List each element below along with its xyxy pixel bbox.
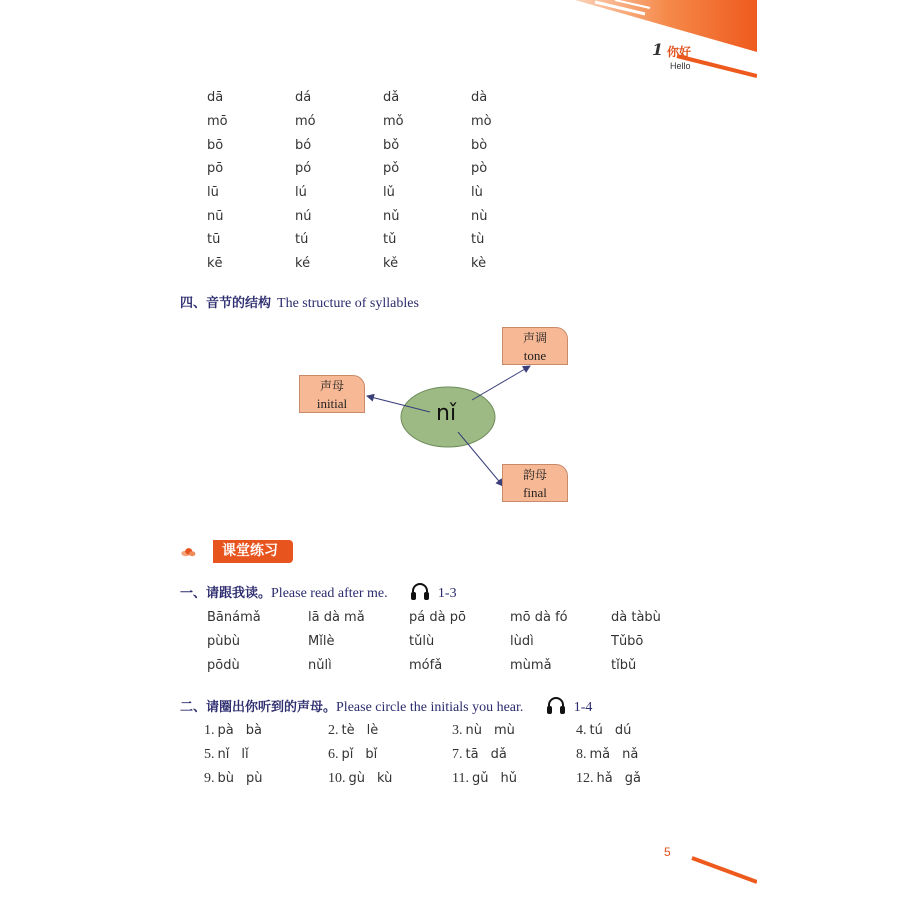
exercise1-word: tǔlù (409, 633, 435, 649)
tone-syllable: nù (471, 208, 488, 224)
tone-row (207, 86, 559, 110)
exercise1-row (207, 629, 712, 653)
choice-a[interactable]: hǎ (596, 771, 613, 786)
tone-syllable: bó (295, 137, 312, 153)
arrow-to-tone (472, 366, 530, 400)
choice-a[interactable]: mǎ (589, 747, 611, 762)
tone-syllable: lǔ (383, 185, 395, 201)
item-number: 10. (328, 771, 346, 786)
center-syllable: nǐ (436, 401, 457, 426)
tone-syllable: dá (295, 90, 312, 106)
final-box-en: final (523, 485, 547, 500)
item-number: 4. (576, 723, 587, 738)
exercise1-title-en: Please read after me. (271, 586, 388, 601)
exercise1-word: nǔlì (308, 657, 332, 673)
tone-syllable: lū (207, 185, 219, 201)
exercise2-item (204, 771, 328, 787)
header-decoration (575, 0, 757, 80)
exercise2-item (204, 747, 328, 763)
choice-b[interactable]: gǎ (624, 771, 641, 786)
initial-box-en: initial (316, 396, 348, 411)
tone-syllable: nú (295, 208, 312, 224)
exercise1-row (207, 605, 712, 629)
tone-syllable: dà (471, 90, 488, 106)
choice-a[interactable]: pà (217, 723, 234, 738)
tone-syllable: pò (471, 161, 488, 177)
exercise1-word: lā dà mǎ (308, 609, 365, 625)
item-number: 9. (204, 771, 215, 786)
section-title-cn: 四、音节的结构 (180, 296, 272, 311)
tone-box-en: tone (523, 348, 547, 363)
choice-b[interactable]: pù (246, 771, 263, 786)
tone-syllable: mò (471, 114, 492, 130)
headphones-icon[interactable] (410, 582, 430, 600)
exercise1-word: Mǐlè (308, 633, 335, 649)
exercise2-grid (204, 719, 700, 791)
exercise2-heading (180, 696, 592, 716)
exercise2-item (452, 771, 576, 787)
exercise2-track: 1-4 (573, 700, 593, 715)
lesson-subtitle: Hello (670, 61, 691, 71)
tone-syllable: tù (471, 232, 485, 248)
choice-b[interactable]: nǎ (622, 747, 639, 762)
exercise2-item (328, 747, 452, 763)
tone-syllable: lú (295, 185, 307, 201)
choice-b[interactable]: dú (614, 723, 632, 738)
lesson-title: 你好 (667, 45, 692, 59)
choice-a[interactable]: bù (217, 771, 234, 786)
item-number: 3. (452, 723, 463, 738)
tone-syllable: bō (207, 137, 224, 153)
choice-b[interactable]: lǐ (241, 747, 249, 762)
exercise1-track: 1-3 (437, 586, 457, 601)
tone-syllable: pǒ (383, 161, 400, 177)
tone-syllable: kē (207, 256, 223, 272)
syllable-diagram (290, 320, 590, 510)
exercise1-word: mùmǎ (510, 657, 552, 673)
tone-row (207, 110, 559, 134)
tone-syllable: bò (471, 137, 488, 153)
exercise1-word: pá dà pō (409, 609, 466, 625)
exercise2-item (576, 771, 700, 787)
headphones-icon[interactable] (546, 696, 566, 714)
choice-b[interactable]: lè (366, 723, 379, 738)
tone-syllable: tú (295, 232, 309, 248)
choice-b[interactable]: bǐ (365, 747, 378, 762)
choice-a[interactable]: tú (589, 723, 603, 738)
choice-b[interactable]: mù (493, 723, 515, 738)
exercise1-word: pùbù (207, 633, 240, 649)
item-number: 2. (328, 723, 339, 738)
tone-syllable: tǔ (383, 232, 397, 248)
tone-box-cn: 声调 (522, 331, 547, 345)
choice-a[interactable]: nù (465, 723, 482, 738)
tone-syllable: kě (383, 256, 399, 272)
tone-box (502, 327, 568, 365)
exercise1-word: mō dà fó (510, 609, 568, 625)
tone-syllable: pō (207, 161, 224, 177)
page-number: 5 (664, 845, 671, 859)
tone-row (207, 181, 559, 205)
exercise1-word: tǐbǔ (611, 657, 637, 673)
exercise1-row (207, 653, 712, 677)
tone-syllable: lù (471, 185, 483, 201)
exercise2-item (576, 747, 700, 763)
arrow-to-final (458, 432, 503, 486)
exercise2-item (452, 723, 576, 739)
exercise2-row (204, 767, 700, 791)
final-box-cn: 韵母 (522, 468, 547, 482)
tone-row (207, 157, 559, 181)
exercise1-grid (207, 605, 712, 677)
tone-syllable: dǎ (383, 90, 400, 106)
choice-a[interactable]: gù (348, 771, 365, 786)
tone-grid (207, 86, 559, 276)
item-number: 1. (204, 723, 215, 738)
item-number: 6. (328, 747, 339, 762)
exercise2-item (328, 771, 452, 787)
initial-box (299, 375, 365, 413)
exercise2-title-cn: 二、请圈出你听到的声母。 (180, 700, 337, 715)
exercise2-title-en: Please circle the initials you hear. (336, 700, 524, 715)
tone-row (207, 252, 559, 276)
item-number: 5. (204, 747, 215, 762)
footer-decoration (690, 850, 757, 886)
item-number: 7. (452, 747, 463, 762)
choice-b[interactable]: dǎ (490, 747, 507, 762)
exercise1-heading (180, 582, 457, 602)
choice-a[interactable]: tā (465, 747, 479, 762)
exercise1-word: dà tàbù (611, 609, 661, 625)
item-number: 8. (576, 747, 587, 762)
exercise1-word: Tǔbō (611, 633, 644, 649)
tone-syllable: tū (207, 232, 221, 248)
item-number: 11. (452, 771, 469, 786)
lesson-number: 1 (652, 40, 664, 59)
section-title-en: The structure of syllables (277, 296, 419, 311)
exercise1-word: lùdì (510, 633, 534, 649)
tone-syllable: mó (295, 114, 316, 130)
tone-syllable: nū (207, 208, 224, 224)
practice-banner: 课堂练习 (213, 540, 293, 563)
exercise1-title-cn: 一、请跟我读。 (180, 586, 272, 601)
exercise2-row (204, 743, 700, 767)
choice-a[interactable]: pǐ (341, 747, 354, 762)
exercise2-item (204, 723, 328, 739)
tone-row (207, 204, 559, 228)
tone-syllable: bǒ (383, 137, 400, 153)
choice-b[interactable]: hǔ (500, 771, 517, 786)
final-box (502, 464, 568, 502)
choice-a[interactable]: nǐ (217, 747, 230, 762)
tone-syllable: nǔ (383, 208, 400, 224)
choice-b[interactable]: bà (245, 723, 262, 738)
choice-b[interactable]: kù (377, 771, 393, 786)
tone-row (207, 133, 559, 157)
item-number: 12. (576, 771, 594, 786)
tone-syllable: mǒ (383, 114, 404, 130)
exercise1-word: pōdù (207, 657, 240, 673)
exercise1-word: Bānámǎ (207, 609, 261, 625)
exercise2-row (204, 719, 700, 743)
tone-syllable: kè (471, 256, 487, 272)
tone-syllable: ké (295, 256, 311, 272)
exercise2-item (576, 723, 700, 739)
initial-box-cn: 声母 (319, 379, 344, 393)
tone-syllable: dā (207, 90, 224, 106)
choice-a[interactable]: tè (341, 723, 355, 738)
tone-row (207, 228, 559, 252)
exercise1-word: mófǎ (409, 657, 443, 673)
tone-syllable: mō (207, 114, 228, 130)
tone-syllable: pó (295, 161, 312, 177)
exercise2-item (452, 747, 576, 763)
section-heading (180, 292, 419, 312)
exercise2-item (328, 723, 452, 739)
choice-a[interactable]: gǔ (471, 771, 489, 786)
